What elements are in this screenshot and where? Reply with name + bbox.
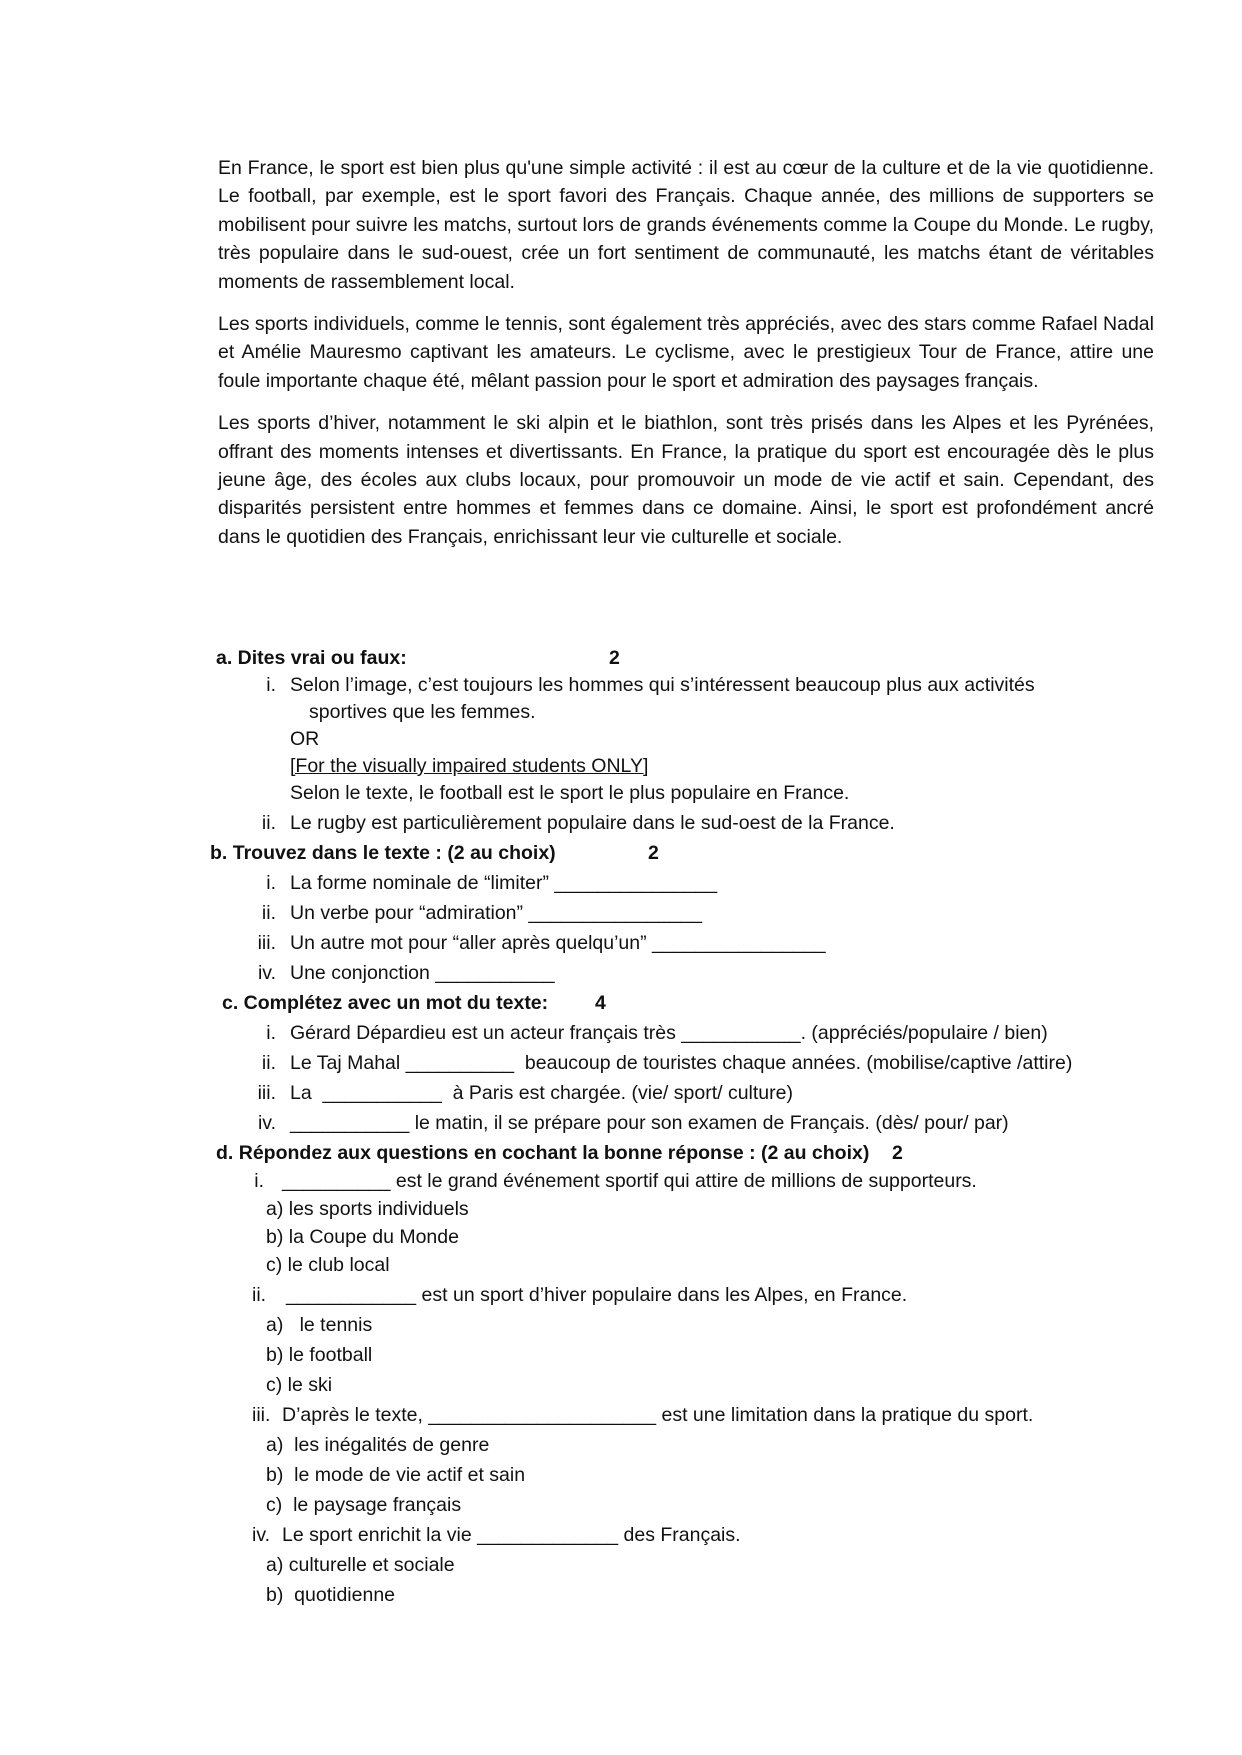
question-text: La forme nominale de “limiter” _______________ [290,872,718,894]
question-text: Gérard Dépardieu est un acteur français très ___________. (appréciés/populaire / bien) [290,1022,1048,1044]
answer-option[interactable]: b) le football [266,1344,373,1366]
question-text: Le sport enrichit la vie _____________ des Français. [282,1524,741,1546]
question-text: Le Taj Mahal __________ beaucoup de touristes chaque années. (mobilise/captive /attire) [290,1052,1073,1074]
or-label: OR [290,728,320,750]
question-number: iii. [257,932,276,954]
question-text: Selon l’image, c’est toujours les hommes qui s’intéressent beaucoup plus aux activités [290,674,1035,696]
question-text: sportives que les femmes. [309,701,536,723]
passage-paragraph-3: Les sports d’hiver, notamment le ski alpin et le biathlon, sont très prisés dans les Alpes et les Pyrénées, offrant des moments intenses et divertissants. En France, la pratique du sport est encouragée dès le plus jeune âge, des écoles aux clubs locaux, pour promouvoir un mode de vie actif et sain. Cependant, des disparités persistent entre hommes et femmes dans ce domaine. Ainsi, le sport est profondément ancré dans le quotidien des Français, enrichissant leur vie culturelle et sociale. [218,412,1154,548]
passage-paragraph-2: Les sports individuels, comme le tennis, sont également très appréciés, avec des stars comme Rafael Nadal et Amélie Mauresmo captivant les amateurs. Le cyclisme, avec le prestigieux Tour de France, attire une foule importante chaque été, mêlant passion pour le sport et admiration des paysages français. [218,313,1154,392]
question-number: iii. [257,1082,276,1104]
question-text: Le rugby est particulièrement populaire dans le sud-oest de la France. [290,812,895,834]
question-number: iii. [252,1404,271,1426]
question-number: i. [254,1170,264,1192]
question-number: iv. [252,1524,271,1546]
answer-option[interactable]: b) la Coupe du Monde [266,1226,459,1248]
question-text: Une conjonction ___________ [290,962,555,984]
passage-paragraph-1: En France, le sport est bien plus qu'une simple activité : il est au cœur de la culture et de la vie quotidienne. Le football, par exemple, est le sport favori des Français. Chaque année, des millions de supporters se mobilisent pour suivre les matchs, surtout lors de grands événements comme la Coupe du Monde. Le rugby, très populaire dans le sud-ouest, crée un fort sentiment de communauté, les matchs étant de véritables moments de rassemblement local. [218,157,1154,293]
answer-option[interactable]: c) le ski [266,1374,333,1396]
answer-option[interactable]: c) le club local [266,1254,390,1276]
answer-option[interactable]: b) le mode de vie actif et sain [266,1464,526,1486]
question-number: i. [266,674,276,696]
question-text: Selon le texte, le football est le sport le plus populaire en France. [290,782,850,804]
reading-passage [218,154,1154,565]
question-number: iv. [257,962,276,984]
question-number: i. [266,872,276,894]
answer-option[interactable]: b) quotidienne [266,1584,396,1606]
question-number: ii. [252,1284,267,1306]
question-text: Un autre mot pour “aller après quelqu’un” ________________ [290,932,826,954]
section-b-heading: b. Trouvez dans le texte : (2 au choix) [210,842,556,864]
question-text: Un verbe pour “admiration” ________________ [290,902,702,924]
question-number: ii. [261,1052,276,1074]
question-text: ____________ est un sport d’hiver populaire dans les Alpes, en France. [286,1284,908,1306]
question-text: D’après le texte, _____________________ est une limitation dans la pratique du sport. [282,1404,1034,1426]
question-number: iv. [257,1112,276,1134]
section-c-marks: 4 [595,992,606,1014]
question-text: ___________ le matin, il se prépare pour son examen de Français. (dès/ pour/ par) [290,1112,1009,1134]
answer-option[interactable]: a) les sports individuels [266,1198,469,1220]
answer-option[interactable]: a) les inégalités de genre [266,1434,490,1456]
answer-option[interactable]: c) le paysage français [266,1494,462,1516]
question-number: i. [266,1022,276,1044]
answer-option[interactable]: a) culturelle et sociale [266,1554,455,1576]
question-text: __________ est le grand événement sportif qui attire de millions de supporteurs. [282,1170,977,1192]
section-a-heading: a. Dites vrai ou faux: [216,647,407,669]
section-a-marks: 2 [609,647,620,669]
section-d-marks: 2 [892,1142,903,1164]
visually-impaired-note: [For the visually impaired students ONLY] [290,755,649,777]
question-number: ii. [261,902,276,924]
question-text: La ___________ à Paris est chargée. (vie/ sport/ culture) [290,1082,793,1104]
question-number: ii. [261,812,276,834]
answer-option[interactable]: a) le tennis [266,1314,373,1336]
section-c-heading: c. Complétez avec un mot du texte: [222,992,549,1014]
section-b-marks: 2 [648,842,659,864]
section-d-heading: d. Répondez aux questions en cochant la bonne réponse : (2 au choix) [216,1142,870,1164]
